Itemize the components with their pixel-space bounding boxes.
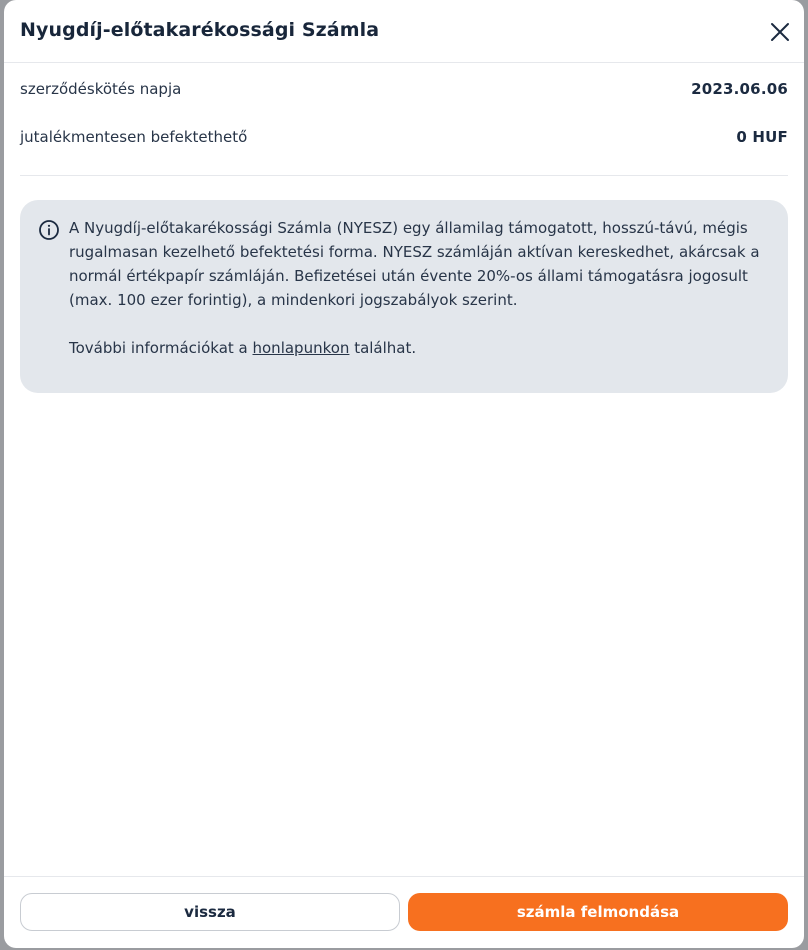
info-notice xyxy=(20,200,788,393)
account-modal xyxy=(4,0,804,948)
notice-paragraph: A Nyugdíj-előtakarékossági Számla (NYESZ) egy államilag támogatott, hosszú-távú, mégis rugalmasan kezelhető befektetési forma. NYESZ számláján aktívan kereskedhet, akárcsak a normál értékpapír számláján. Befizetései után évente 20%-os állami támogatásra jogosult (max. 100 ezer forintig), a mindenkori jogszabályok szerint. xyxy=(69,219,760,309)
notice-text xyxy=(69,216,760,360)
detail-value: 0 HUF xyxy=(736,128,788,146)
more-info-prefix: További információkat a xyxy=(69,339,253,357)
detail-row-commission-free xyxy=(20,128,788,146)
close-button[interactable] xyxy=(768,20,792,44)
more-info-suffix: találhat. xyxy=(349,339,417,357)
detail-row-contract-date xyxy=(20,80,788,98)
modal-title: Nyugdíj-előtakarékossági Számla xyxy=(20,19,380,41)
detail-label: jutalékmentesen befektethető xyxy=(20,128,248,146)
modal-header xyxy=(4,0,804,63)
notice-more-info xyxy=(69,336,760,360)
close-icon xyxy=(768,20,792,44)
account-details xyxy=(20,63,788,176)
homepage-link[interactable]: honlapunkon xyxy=(252,339,350,357)
info-icon xyxy=(38,219,60,241)
cancel-account-button[interactable]: számla felmondása xyxy=(408,893,788,931)
detail-value: 2023.06.06 xyxy=(691,80,788,98)
back-button[interactable]: vissza xyxy=(20,893,400,931)
modal-footer xyxy=(4,876,804,948)
detail-label: szerződéskötés napja xyxy=(20,80,182,98)
